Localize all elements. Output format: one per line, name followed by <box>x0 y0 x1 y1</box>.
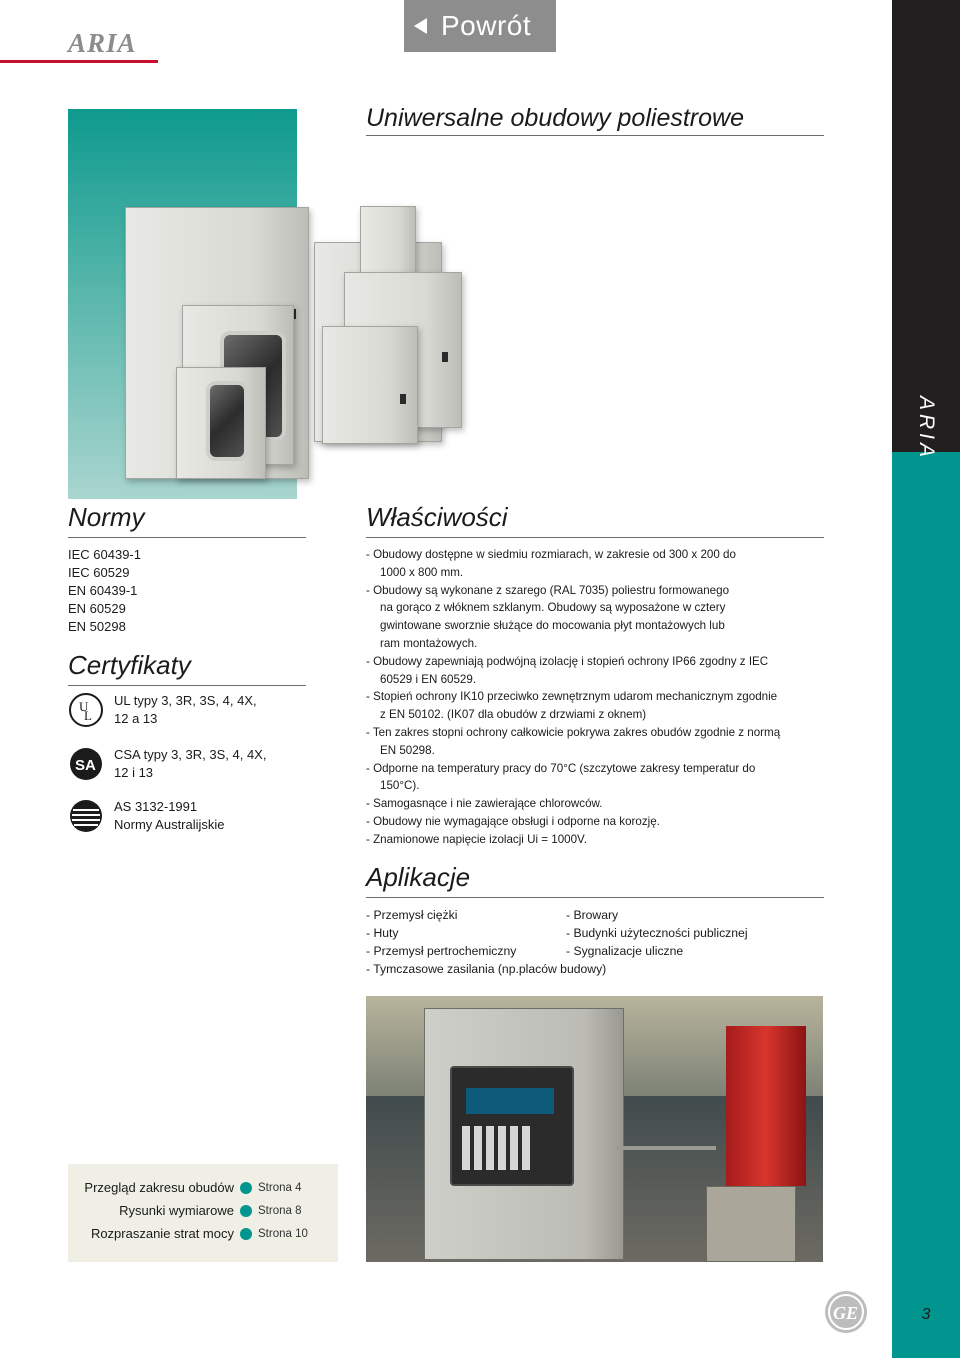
overview-label: Rysunki wymiarowe <box>119 1203 234 1218</box>
svg-text:L: L <box>84 708 92 723</box>
ul-mark-icon <box>68 692 104 728</box>
back-button[interactable] <box>404 0 556 52</box>
bullet-dot-icon <box>240 1182 252 1194</box>
enclosure-top-small <box>360 206 416 276</box>
standards-list <box>68 546 141 636</box>
property-item: - Obudowy są wykonane z szarego (RAL 7035) poliestru formowanego na gorąco z włóknem szklanym. Obudowy są wyposażone w cztery gwintowane sworznie służące do mocowania płyt montażowych lub ram montażowych. <box>366 583 730 650</box>
property-item: - Stopień ochrony IK10 przeciwko zewnętrznym udarom mechanicznym zgodnie z EN 50102. (IK07 dla obudów z drzwiami z oknem) <box>366 690 778 722</box>
overview-link-power-loss[interactable] <box>68 1222 338 1245</box>
section-heading-certyfikaty: Certyfikaty <box>68 650 306 686</box>
standard-item: EN 60529 <box>68 601 126 616</box>
property-item: - Obudowy dostępne w siedmiu rozmiarach, w zakresie od 300 x 200 do 1000 x 800 mm. <box>366 548 736 579</box>
standard-item: IEC 60439-1 <box>68 547 141 562</box>
certificate-as <box>68 798 298 834</box>
sidebar-teal-band <box>892 452 960 1358</box>
application-item: - Budynki użyteczności publicznej <box>566 926 748 940</box>
standard-item: EN 50298 <box>68 619 126 634</box>
window-panel-small <box>206 381 248 461</box>
application-item: - Browary <box>566 908 619 922</box>
svg-text:GE: GE <box>833 1303 859 1323</box>
svg-text:U: U <box>79 699 89 714</box>
product-photo <box>68 109 297 499</box>
property-item: - Obudowy nie wymagające obsługi i odporne na korozję. <box>366 814 660 828</box>
ge-logo-icon <box>824 1290 868 1334</box>
certificate-csa <box>68 746 298 782</box>
photo-small-box <box>706 1186 796 1262</box>
photo-railing <box>616 1146 716 1150</box>
standard-item: EN 60439-1 <box>68 583 138 598</box>
property-item: - Ten zakres stopni ochrony całkowicie pokrywa zakres obudów zgodnie z normą EN 50298. <box>366 725 781 757</box>
application-item: - Tymczasowe zasilania (np.placów budowy) <box>366 962 607 976</box>
bullet-dot-icon <box>240 1228 252 1240</box>
back-button-label: Powrót <box>441 10 532 41</box>
application-item: - Huty <box>366 926 399 940</box>
property-item: - Odporne na temperatury pracy do 70°C (szczytowe zakresy temperatur do 150°C). <box>366 761 756 793</box>
standard-item: IEC 60529 <box>68 565 130 580</box>
certificate-ul <box>68 692 298 728</box>
overview-link-drawings[interactable] <box>68 1199 338 1222</box>
properties-list <box>366 546 826 849</box>
certificate-csa-line2: 12 i 13 <box>114 765 154 780</box>
bullet-dot-icon <box>240 1205 252 1217</box>
section-heading-wlasciwosci: Właściwości <box>366 502 824 538</box>
overview-page: Strona 8 <box>258 1204 302 1217</box>
enclosure-front <box>322 326 418 444</box>
overview-box <box>68 1164 338 1262</box>
side-brand-label: ARIA <box>915 396 938 462</box>
overview-page: Strona 10 <box>258 1227 308 1240</box>
section-heading-normy: Normy <box>68 502 306 538</box>
overview-label: Przegląd zakresu obudów <box>84 1180 234 1195</box>
photo-display <box>466 1088 554 1114</box>
certificate-ul-line2: 12 a 13 <box>114 711 158 726</box>
property-item: - Obudowy zapewniają podwójną izolację i stopień ochrony IP66 zgodny z IEC 60529 i EN 60529. <box>366 654 769 686</box>
applications-right-column <box>566 906 748 960</box>
page-number: 3 <box>921 1306 931 1323</box>
property-item: - Znamionowe napięcie izolacji Ui = 1000V. <box>366 832 587 846</box>
certificate-csa-line1: CSA typy 3, 3R, 3S, 4, 4X, <box>114 747 267 762</box>
property-item: - Samogasnące i nie zawierające chlorowców. <box>366 797 603 811</box>
page-title: Uniwersalne obudowy poliestrowe <box>366 104 824 136</box>
certificate-ul-line1: UL typy 3, 3R, 3S, 4, 4X, <box>114 693 257 708</box>
aria-logo: ARIA <box>68 28 137 58</box>
application-item: - Sygnalizacje uliczne <box>566 944 684 958</box>
svg-text:SA: SA <box>75 757 96 774</box>
photo-red-cabinet <box>726 1026 806 1186</box>
installation-photo <box>366 996 823 1262</box>
certificate-as-line1: AS 3132-1991 <box>114 799 198 814</box>
application-item: - Przemysł ciężki <box>366 908 458 922</box>
lock-icon <box>400 394 406 404</box>
lock-icon <box>442 352 448 362</box>
photo-keypad <box>462 1126 532 1170</box>
section-heading-aplikacje: Aplikacje <box>366 862 824 898</box>
logo-red-line <box>0 60 158 63</box>
left-triangle-icon <box>414 18 427 34</box>
overview-link-range[interactable] <box>68 1176 338 1199</box>
certificate-as-line2: Normy Australijskie <box>114 817 225 832</box>
application-item: - Przemysł pertrochemiczny <box>366 944 517 958</box>
overview-page: Strona 4 <box>258 1181 302 1194</box>
as-mark-icon <box>68 798 104 834</box>
overview-label: Rozpraszanie strat mocy <box>90 1226 234 1241</box>
csa-mark-icon <box>68 746 104 782</box>
